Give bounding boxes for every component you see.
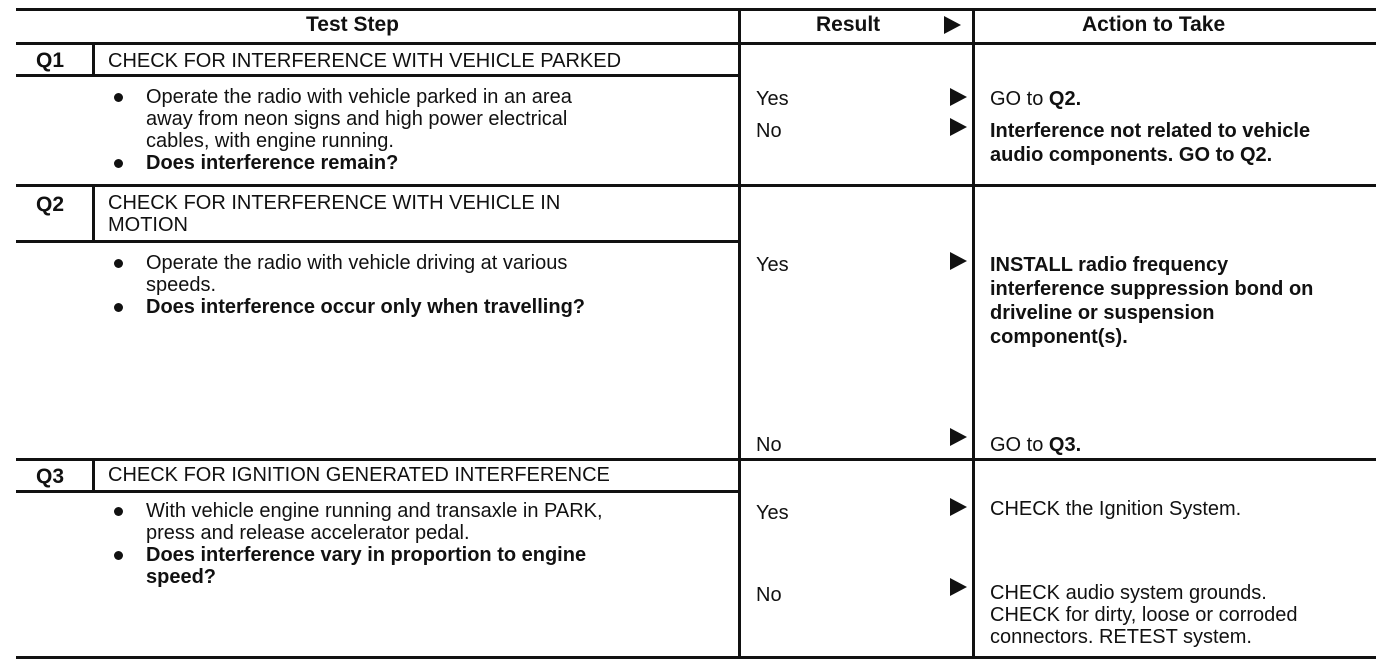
bullet-icon bbox=[114, 507, 123, 516]
q3-result-yes: Yes bbox=[756, 502, 789, 524]
q1-row-border bbox=[16, 184, 1376, 187]
id-column-border-q3 bbox=[92, 458, 95, 493]
arrow-tick bbox=[972, 582, 975, 596]
header-bottom-border bbox=[16, 42, 1376, 45]
q3-action-yes: CHECK the Ignition System. bbox=[990, 498, 1242, 520]
step-id-q3: Q3 bbox=[36, 465, 65, 488]
arrow-icon bbox=[950, 578, 967, 596]
q1-body-line: Operate the radio with vehicle parked in an area bbox=[146, 86, 572, 108]
q1-body-line: cables, with engine running. bbox=[146, 130, 394, 152]
q3-question: speed? bbox=[146, 566, 217, 588]
q1-body-line: away from neon signs and high power electrical bbox=[146, 108, 568, 130]
table-bottom-border bbox=[16, 656, 1376, 659]
arrow-tick bbox=[972, 122, 975, 136]
id-column-border-q1 bbox=[92, 42, 95, 77]
q2-action-yes-line: interference suppression bond on bbox=[990, 278, 1314, 300]
q3-action-no-line: CHECK for dirty, loose or corroded bbox=[990, 604, 1298, 626]
bullet-icon bbox=[114, 93, 123, 102]
arrow-tick bbox=[972, 256, 975, 270]
q2-question: Does interference occur only when travelling? bbox=[146, 296, 586, 318]
header-result: Result bbox=[816, 13, 881, 36]
q2-result-no: No bbox=[756, 434, 782, 456]
q1-title-underline bbox=[16, 74, 738, 77]
bullet-icon bbox=[114, 303, 123, 312]
q1-result-no: No bbox=[756, 120, 782, 142]
q3-body-line: press and release accelerator pedal. bbox=[146, 522, 470, 544]
q3-result-no: No bbox=[756, 584, 782, 606]
arrow-tick bbox=[972, 502, 975, 516]
q3-title-underline bbox=[16, 490, 738, 493]
q2-action-yes-line: driveline or suspension bbox=[990, 302, 1215, 324]
step-title-q3: CHECK FOR IGNITION GENERATED INTERFERENCE bbox=[108, 464, 610, 486]
id-column-border-q2 bbox=[92, 184, 95, 243]
arrow-icon bbox=[950, 252, 967, 270]
bullet-icon bbox=[114, 551, 123, 560]
q2-row-border bbox=[16, 458, 1376, 461]
bullet-icon bbox=[114, 159, 123, 168]
q2-result-yes: Yes bbox=[756, 254, 789, 276]
q1-question: Does interference remain? bbox=[146, 152, 399, 174]
q2-action-no: GO to Q3. bbox=[990, 434, 1082, 456]
step-id-q2: Q2 bbox=[36, 193, 65, 216]
step-title-q2: MOTION bbox=[108, 214, 188, 236]
q2-body-line: Operate the radio with vehicle driving at various bbox=[146, 252, 568, 274]
table-top-border bbox=[16, 8, 1376, 11]
step-id-q1: Q1 bbox=[36, 49, 65, 72]
q3-question: Does interference vary in proportion to engine bbox=[146, 544, 587, 566]
q1-action-no-line: audio components. GO to Q2. bbox=[990, 144, 1273, 166]
teststep-right-border bbox=[738, 8, 741, 659]
arrow-icon bbox=[950, 88, 967, 106]
step-title-q1: CHECK FOR INTERFERENCE WITH VEHICLE PARKED bbox=[108, 50, 622, 72]
bullet-icon bbox=[114, 259, 123, 268]
arrow-icon bbox=[950, 428, 967, 446]
header-action: Action to Take bbox=[1082, 13, 1226, 36]
step-title-q2: CHECK FOR INTERFERENCE WITH VEHICLE IN bbox=[108, 192, 561, 214]
arrow-tick bbox=[972, 432, 975, 446]
q1-result-yes: Yes bbox=[756, 88, 789, 110]
q2-title-underline bbox=[16, 240, 738, 243]
arrow-icon bbox=[950, 498, 967, 516]
q1-action-yes: GO to Q2. bbox=[990, 88, 1082, 110]
header-arrow-icon bbox=[944, 16, 961, 34]
q2-action-yes-line: INSTALL radio frequency bbox=[990, 254, 1229, 276]
q3-action-no-line: connectors. RETEST system. bbox=[990, 626, 1252, 648]
header-test-step: Test Step bbox=[306, 13, 399, 36]
arrow-tick bbox=[972, 92, 975, 106]
q3-action-no-line: CHECK audio system grounds. bbox=[990, 582, 1267, 604]
q3-body-line: With vehicle engine running and transaxle in PARK, bbox=[146, 500, 603, 522]
q2-body-line: speeds. bbox=[146, 274, 217, 296]
q2-action-yes-line: component(s). bbox=[990, 326, 1128, 348]
arrow-icon bbox=[950, 118, 967, 136]
q1-action-no-line: Interference not related to vehicle bbox=[990, 120, 1311, 142]
